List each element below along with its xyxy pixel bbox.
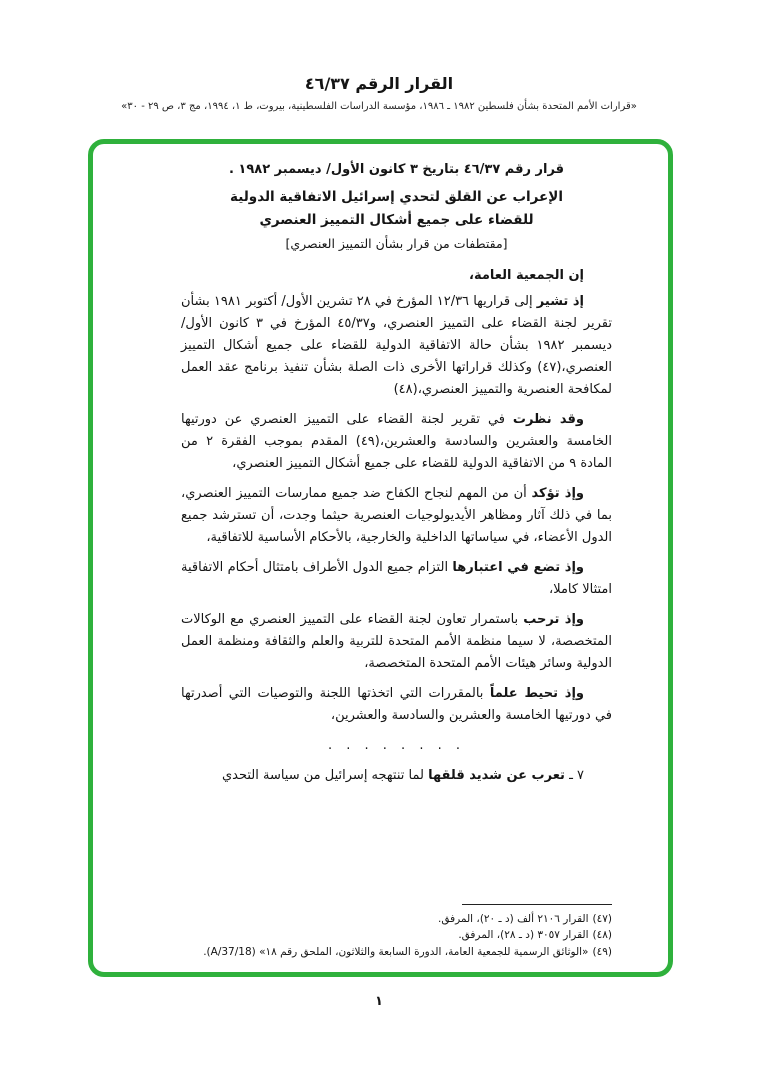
footnote-text: القرار ٣٠٥٧ (د ـ ٢٨)، المرفق. [458, 929, 589, 941]
footnote-number: (٤٨) [592, 929, 612, 941]
paragraph-lead: وإذ تضع في اعتبارها [452, 560, 584, 575]
paragraph-number: ٧ ـ [564, 768, 584, 783]
preamble-paragraph-4 [181, 557, 612, 601]
omission-dots: . . . . . . . . [328, 738, 465, 753]
preamble-paragraph-3 [181, 483, 612, 549]
page-title: القرار الرقم ٤٦/٣٧ [304, 74, 454, 93]
footnote-divider [462, 904, 612, 905]
resolution-title-line-1: الإعراب عن القلق لتحدي إسرائيل الاتفاقية الدولية [230, 189, 563, 205]
footnote-47 [181, 911, 612, 928]
preamble-paragraph-1 [181, 291, 612, 401]
footnotes-section [181, 904, 612, 961]
source-citation: «قرارات الأمم المتحدة بشأن فلسطين ١٩٨٢ ـ ١٩٨٦، مؤسسة الدراسات الفلسطينية، بيروت، ط ١، ١٩٩٤، مج ٣، ص ٢٩ - ٣٠» [121, 101, 637, 112]
paragraph-lead: وإذ تحيط علماً [489, 686, 585, 701]
resolution-border-box [88, 139, 673, 977]
resolution-number-line: قرار رقم ٤٦/٣٧ بتاريخ ٣ كانون الأول/ ديسمبر ١٩٨٢ . [228, 162, 565, 177]
paragraph-lead: تعرب عن شديد قلقها [428, 768, 565, 783]
paragraph-text: التزام جميع الدول الأطراف بامتثال أحكام الاتفاقية امتثالا كاملا، [181, 560, 612, 597]
preamble-paragraph-2 [181, 409, 612, 475]
footnote-number: (٤٧) [592, 912, 612, 925]
preamble-paragraph-5 [181, 609, 612, 675]
paragraph-lead: وإذ ترحب [523, 612, 584, 627]
excerpt-note: [مقتطفات من قرار بشأن التمييز العنصري] [285, 236, 508, 251]
paragraph-text: باستمرار تعاون لجنة القضاء على التمييز العنصري مع الوكالات المتخصصة، لا سيما منظمة الأمم المتحدة للتربية والعلم والثقافة ومنظمة العمل الدولية وسائر هيئات الأمم المتحدة المتخصصة، [181, 612, 612, 671]
paragraph-lead: إذ تشير [536, 294, 584, 309]
page-header [0, 0, 758, 112]
operative-paragraph-7 [181, 765, 612, 787]
footnote-49 [181, 944, 612, 961]
footnote-number: (٤٩) [592, 945, 612, 958]
paragraph-text: لما تنتهجه إسرائيل من سياسة التحدي [221, 768, 429, 783]
paragraph-lead: وقد نظرت [512, 412, 585, 427]
paragraph-text: في تقرير لجنة القضاء على التمييز العنصري عن دورتيها الخامسة والعشرين والسادسة والعشرين،(٤٩) المقدم بموجب الفقرة ٢ من المادة ٩ من الاتفاقية الدولية للقضاء على جميع أشكال التمييز العنصري، [181, 412, 612, 471]
paragraph-lead: وإذ تؤكد [531, 486, 584, 501]
resolution-title-line-2: للقضاء على جميع أشكال التمييز العنصري [259, 212, 534, 228]
footnote-48 [181, 927, 612, 944]
paragraph-text: إلى قراريها ١٢/٣٦ المؤرخ في ٢٨ تشرين الأول/ أكتوبر ١٩٨١ بشأن تقرير لجنة القضاء على التمييز العنصري، و٤٥/٣٧ المؤرخ في ٣ كانون الأول/ديسمبر ١٩٨٢ بشأن حالة الاتفاقية الدولية للقضاء على جميع أشكال التمييز العنصري،(٤٧) وكذلك قراراتها الأخرى ذات الصلة بشأن تنفيذ برنامج عقد العمل لمكافحة العنصرية والتمييز العنصري،(٤٨) [181, 294, 613, 397]
preamble-paragraph-6 [181, 683, 612, 727]
paragraph-text: بالمقررات التي اتخذتها اللجنة والتوصيات التي أصدرتها في دورتيها الخامسة والعشرين والسادسة والعشرين، [181, 686, 612, 723]
paragraph-text: أن من المهم لنجاح الكفاح ضد جميع ممارسات التمييز العنصري، بما في ذلك آثار ومظاهر الأيديولوجيات العنصرية حيثما وجدت، أن تسترشد جميع الدول الأعضاء، في سياساتها الداخلية والخارجية، بالأحكام الأساسية للاتفاقية، [181, 486, 612, 545]
footnote-text: «الوثائق الرسمية للجمعية العامة، الدورة السابعة والثلاثون، الملحق رقم ١٨» (A/37/18). [203, 945, 589, 958]
page-number: ١ [375, 994, 383, 1009]
footnote-text: القرار ٢١٠٦ ألف (د ـ ٢٠)، المرفق. [438, 912, 589, 925]
opening-line: إن الجمعية العامة، [469, 268, 584, 283]
